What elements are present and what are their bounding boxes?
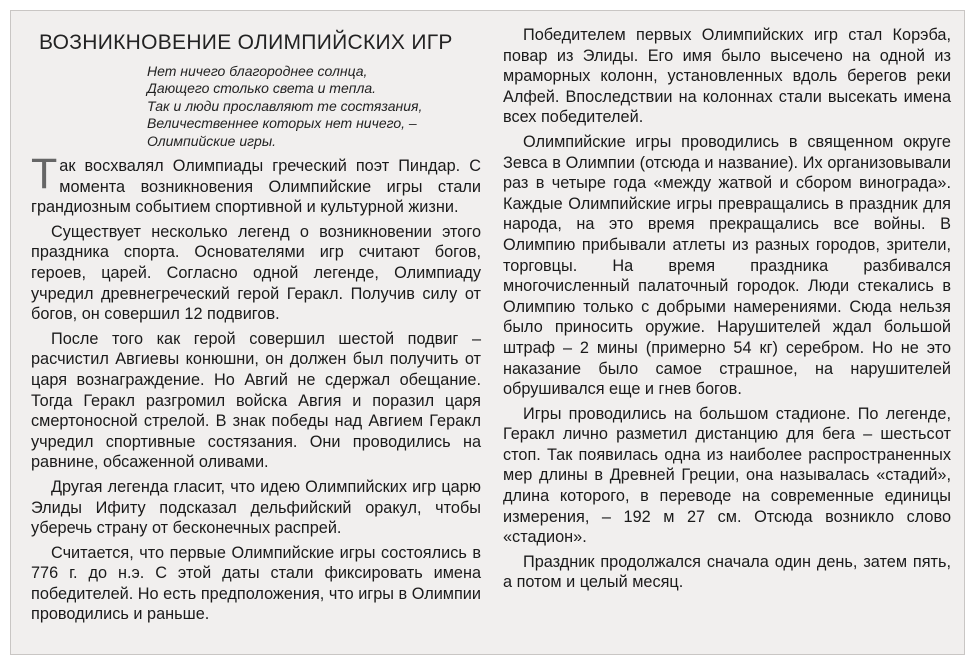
- paragraph: Другая легенда гласит, что идею Олимпийских игр царю Элиды Ифиту подсказал дельфийский оракул, чтобы уберечь страну от бесконечных распрей.: [31, 477, 481, 538]
- paragraph: Олимпийские игры проводились в священном округе Зевса в Олимпии (отсюда и название). Их организовывали раз в четыре года «между жатвой и сбором винограда». Каждые Олимпийские игры превращались в праздник для народа, на это время прекращались все войны. В Олимпию прибывали атлеты из разных городов, зрители, торговцы. На время праздника разбивался многочисленный палаточный городок. Люди стекались в Олимпию только с добрыми намерениями. Сюда нельзя было приносить оружие. Нарушителей ждал большой штраф – 2 мины (примерно 54 кг) серебром. Но не это наказание было самое страшное, на нарушителей обрушивался еще и гнев богов.: [503, 132, 951, 399]
- right-text: [503, 25, 951, 597]
- page-title: ВОЗНИКНОВЕНИЕ ОЛИМПИЙСКИХ ИГР: [39, 31, 453, 54]
- paragraph: После того как герой совершил шестой подвиг – расчистил Авгиевы конюшни, он должен был получить от царя вознаграждение. Но Авгий не сдержал обещание. Тогда Геракл разгромил войска Авгия и поразил царя смертоносной стрелой. В знак победы над Авгием Геракл учредил спортивные состязания. Они проводились на равнине, обсаженной оливами.: [31, 329, 481, 472]
- paragraph: [31, 150, 481, 218]
- document-page: [10, 10, 965, 655]
- paragraph: Праздник продолжался сначала один день, затем пять, а потом и целый месяц.: [503, 552, 951, 592]
- paragraph: Игры проводились на большом стадионе. По легенде, Геракл лично разметил дистанцию для бега – шестьсот стоп. Так появилась одна из наиболее распространенных мер длины в Древней Греции, она называлась «стадий», длина которого, в переводе на современные единицы измерения, – 192 м 27 см. Отсюда возникло слово «стадион».: [503, 404, 951, 547]
- epigraph-line: Величественнее которых нет ничего, –: [147, 115, 417, 132]
- epigraph-line: Дающего столько света и тепла.: [147, 80, 377, 97]
- paragraph: Считается, что первые Олимпийские игры состоялись в 776 г. до н.э. С этой даты стали фиксировать имена победителей. Но есть предположения, что игры в Олимпии проводились и раньше.: [31, 543, 481, 624]
- paragraph: Победителем первых Олимпийских игр стал Корэба, повар из Элиды. Его имя было высечено на одной из мраморных колонн, установленных вдоль берегов реки Алфей. Впоследствии на колоннах стали высекать имена всех победителей.: [503, 26, 951, 127]
- paragraph-text: ак восхвалял Олимпиады греческий поэт Пиндар. С момента возникновения Олимпийские игры стали грандиозным событием спортивной и культурной жизни.: [31, 157, 481, 217]
- epigraph-line: Так и люди прославляют те состязания,: [147, 97, 423, 114]
- epigraph: [147, 63, 422, 150]
- epigraph-line: Нет ничего благороднее солнца,: [147, 63, 368, 79]
- left-text: [31, 150, 481, 629]
- paragraph: Существует несколько легенд о возникновении этого праздника спорта. Основателями игр считают богов, героев, царей. Согласно одной легенде, Олимпиаду учредил древнегреческий герой Геракл. Получив силу от богов, он совершил 12 подвигов.: [31, 222, 481, 324]
- epigraph-line: Олимпийские игры.: [147, 132, 277, 149]
- drop-cap: Т: [31, 150, 58, 198]
